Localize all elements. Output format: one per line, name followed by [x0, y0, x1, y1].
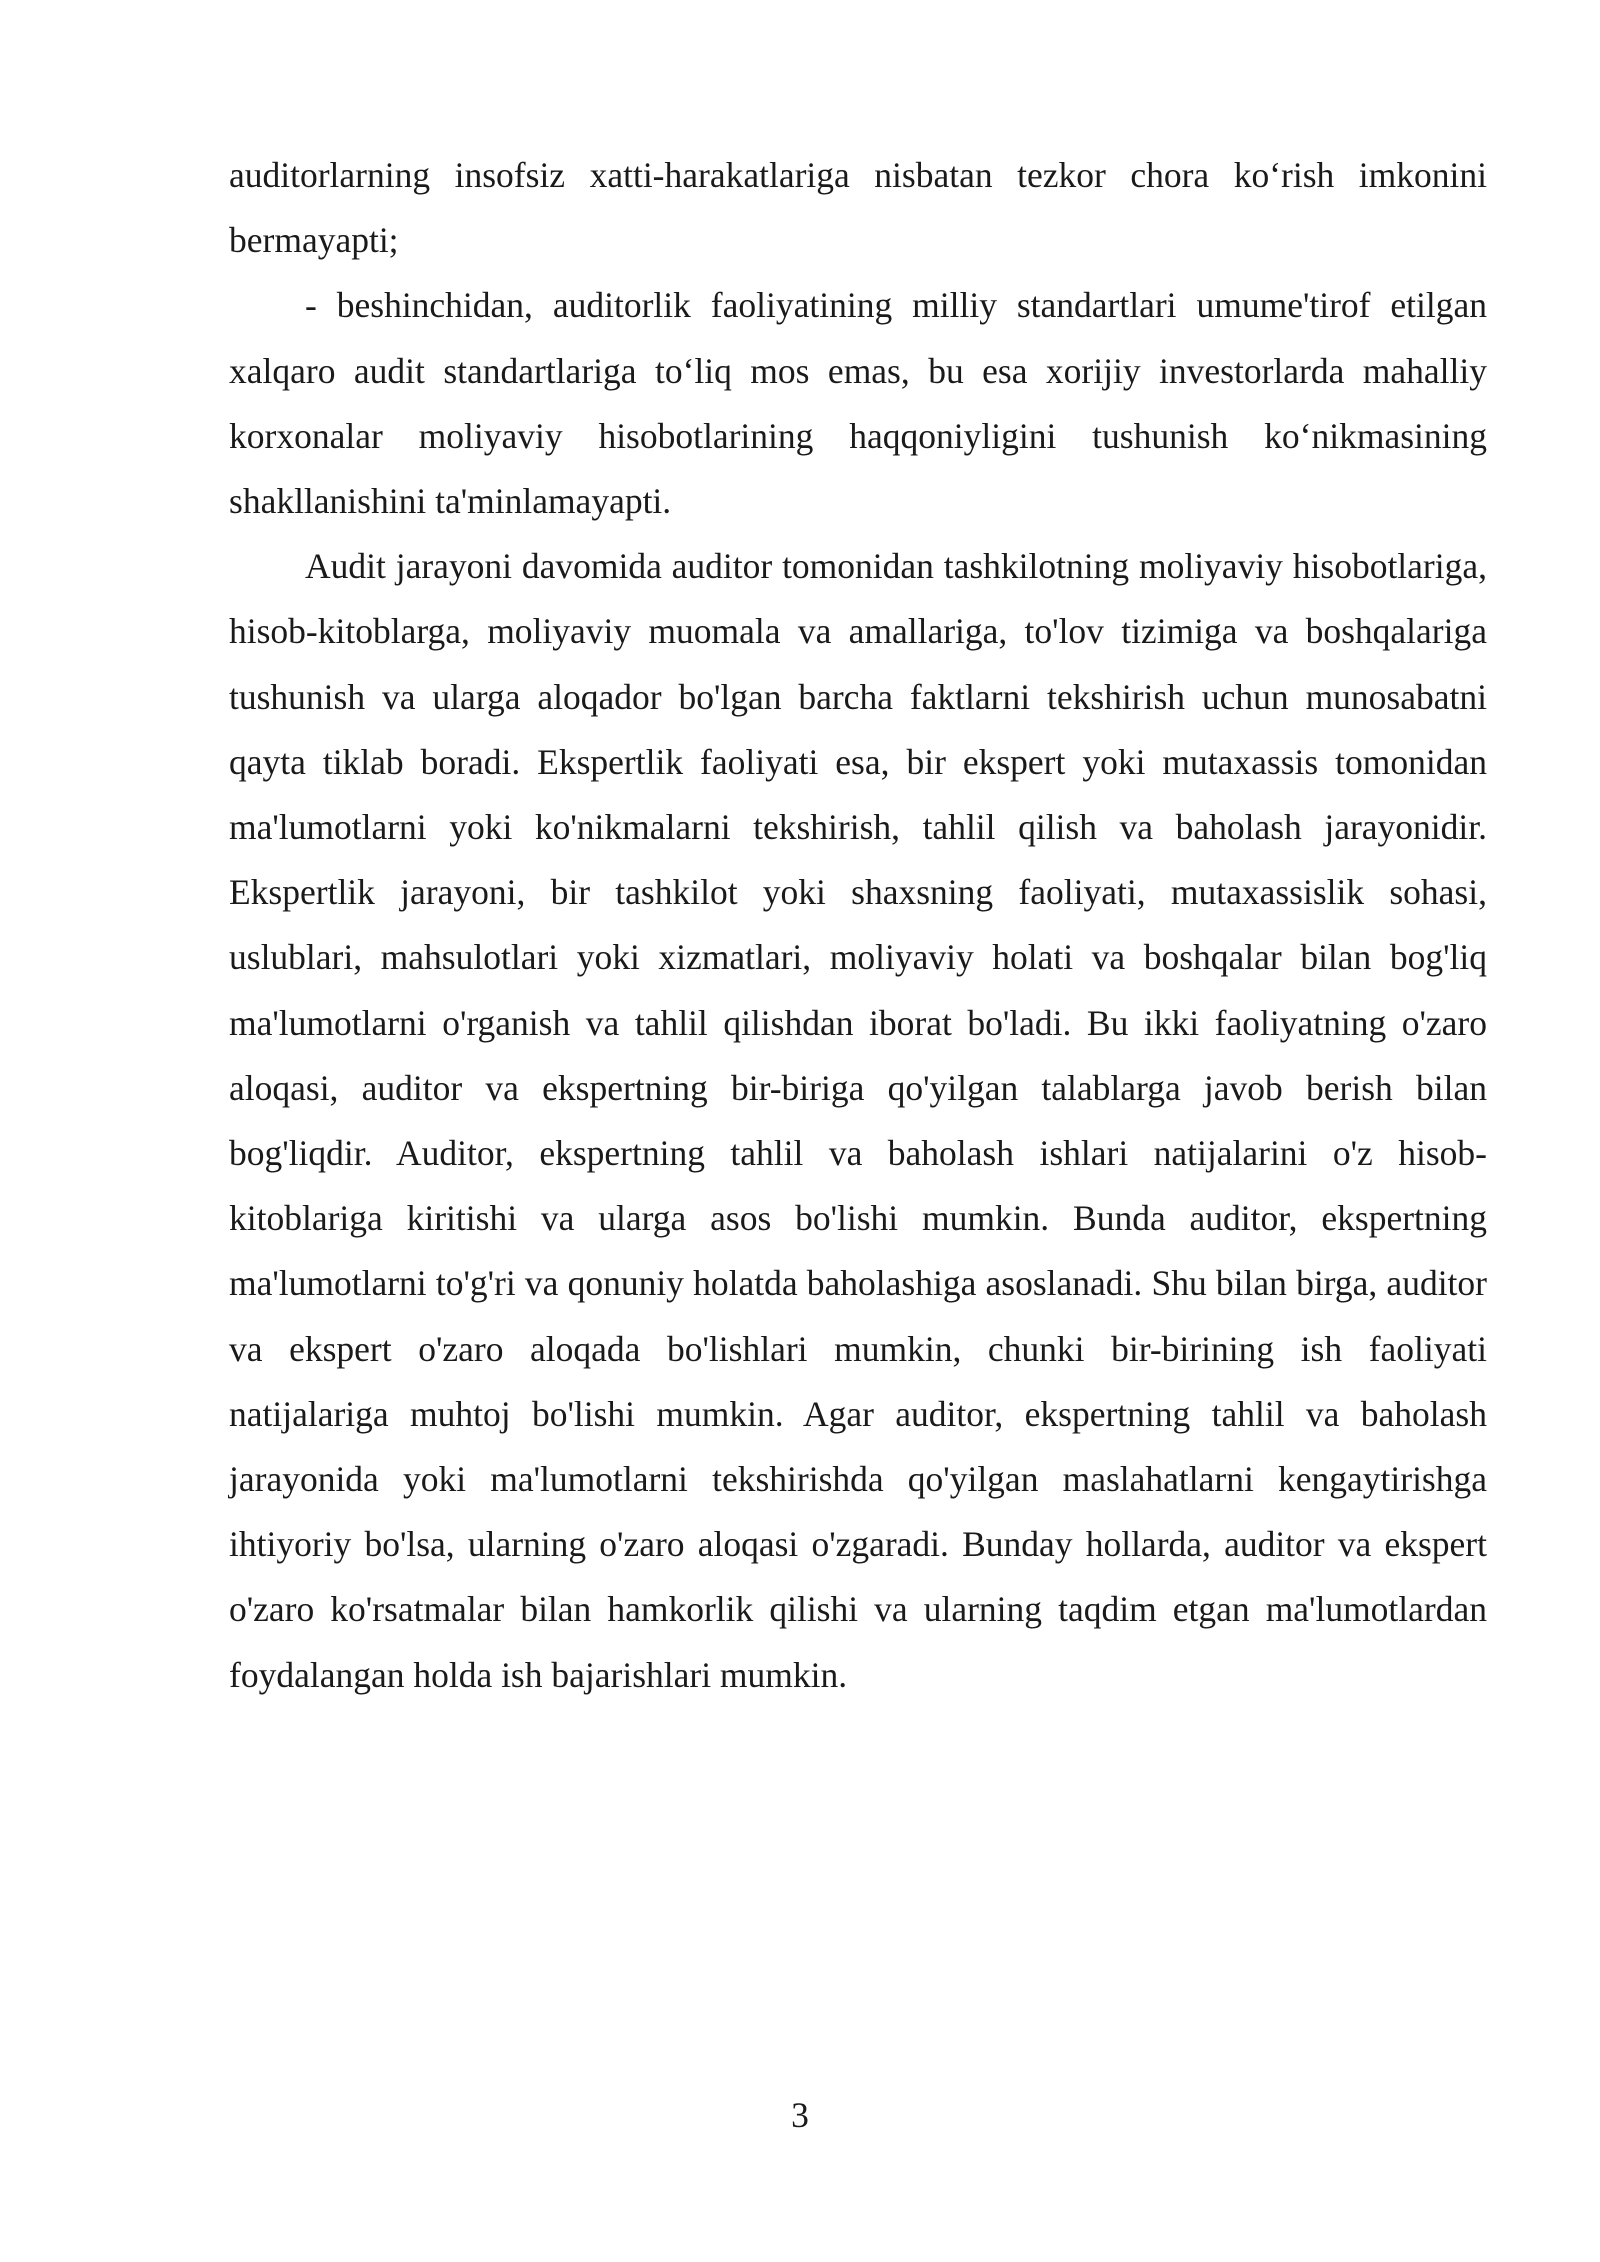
paragraph-audit-process: Audit jarayoni davomida auditor tomonidan tashkilotning moliyaviy hisobotlariga, hisob-kitoblarga, moliyaviy muomala va amallariga, to'lov tizimiga va boshqalariga tushunish va ularga aloqador bo'lgan barcha faktlarni tekshirish uchun munosabatni qayta tiklab boradi. Ekspertlik faoliyati esa, bir ekspert yoki mutaxassis tomonidan ma'lumotlarni yoki ko'nikmalarni tekshirish, tahlil qilish va baholash jarayonidir. Ekspertlik jarayoni, bir tashkilot yoki shaxsning faoliyati, mutaxassislik sohasi, uslublari, mahsulotlari yoki xizmatlari, moliyaviy holati va boshqalar bilan bog'liq ma'lumotlarni o'rganish va tahlil qilishdan iborat bo'ladi. Bu ikki faoliyatning o'zaro aloqasi, auditor va ekspertning bir-biriga qo'yilgan talablarga javob berish bilan bog'liqdir. Auditor, ekspertning tahlil va baholash ishlari natijalarini o'z hisob-kitoblariga kiritishi va ularga asos bo'lishi mumkin. Bunda auditor, ekspertning ma'lumotlarni to'g'ri va qonuniy holatda baholashiga asoslanadi. Shu bilan birga, auditor va ekspert o'zaro aloqada bo'lishlari mumkin, chunki bir-birining ish faoliyati natijalariga muhtoj bo'lishi mumkin. Agar auditor, ekspertning tahlil va baholash jarayonida yoki ma'lumotlarni tekshirishda qo'yilgan maslahatlarni kengaytirishga ihtiyoriy bo'lsa, ularning o'zaro aloqasi o'zgaradi. Bunday hollarda, auditor va ekspert o'zaro ko'rsatmalar bilan hamkorlik qilishi va ularning taqdim etgan ma'lumotlardan foydalangan holda ish bajarishlari mumkin.	[229, 546, 1487, 1695]
paragraph-fifth-point: - beshinchidan, auditorlik faoliyatining milliy standartlari umume'tirof etilgan xalqaro audit standartlariga to‘liq mos emas, bu esa xorijiy investorlarda mahalliy korxonalar moliyaviy hisobotlarining haqqoniyligini tushunish ko‘nikmasining shakllanishini ta'minlamayapti.	[229, 285, 1487, 522]
page-number: 3	[791, 2095, 809, 2135]
paragraph-continuation: auditorlarning insofsiz xatti-harakatlariga nisbatan tezkor chora ko‘rish imkonini bermayapti;	[229, 155, 1487, 261]
body-text	[229, 143, 1487, 1708]
